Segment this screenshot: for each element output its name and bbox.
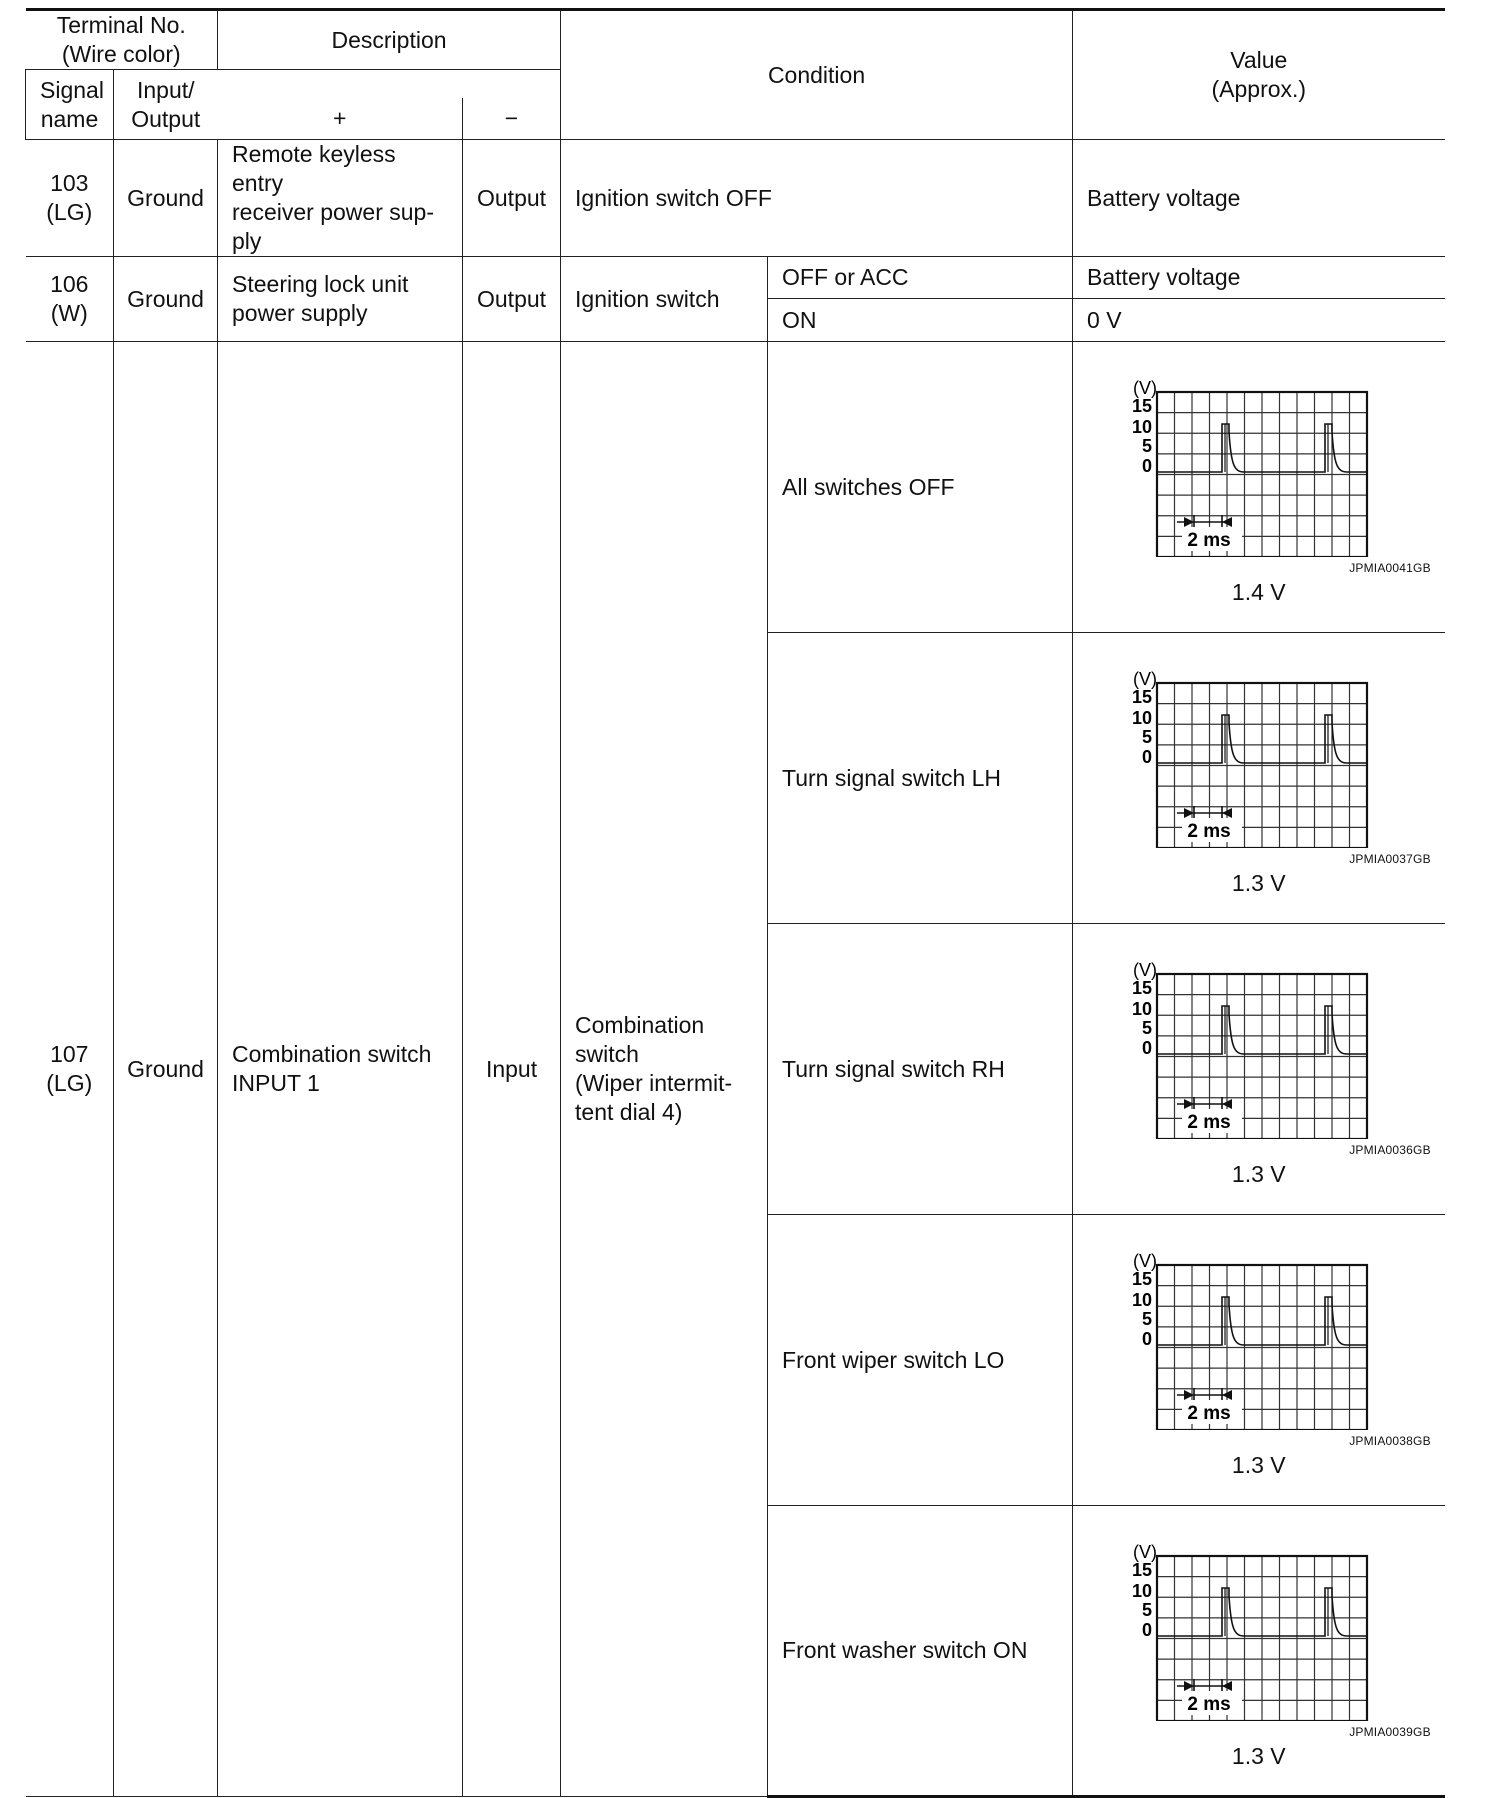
y-unit-label: (V) [1132,1251,1157,1271]
condition-state-cell: OFF or ACC [768,257,1073,299]
figure-code: JPMIA0038GB [1349,1434,1431,1448]
y-tick-label: 5 [1141,1599,1152,1620]
waveform-cell [1073,924,1445,1215]
header-value: Value (Approx.) [1073,10,1445,140]
y-unit-label: (V) [1132,378,1157,398]
y-tick-label: 15 [1131,978,1152,998]
value-text: 1.3 V [1231,1161,1286,1187]
time-scale-label: 2 ms [1187,1112,1231,1133]
figure-code: JPMIA0037GB [1349,852,1431,866]
terminal-cell: 106 (W) [26,257,114,342]
header-signal-name: Signal name [26,70,114,140]
io-cell: Input [463,342,561,1797]
waveform-figure [1079,944,1439,1194]
value-cell: Battery voltage [1073,140,1445,257]
signal-name-cell: Remote keyless entry receiver power sup- ply [218,140,463,257]
waveform-plot [1079,944,1439,1139]
figure-code: JPMIA0036GB [1349,1143,1431,1157]
waveform-cell [1073,633,1445,924]
y-tick-label: 0 [1141,1329,1152,1349]
condition-state-cell: All switches OFF [768,342,1073,633]
y-tick-label: 0 [1141,1038,1152,1058]
table-row [26,342,1445,633]
header-input-output: Input/ Output [114,70,218,140]
header-terminal-no: Terminal No. (Wire color) [26,10,218,70]
header-plus: + [218,98,463,140]
value-text: 1.4 V [1231,579,1286,605]
y-tick-label: 0 [1141,456,1152,476]
y-unit-label: (V) [1132,1541,1157,1562]
y-tick-label: 10 [1131,708,1152,728]
value-text: 1.3 V [1231,1452,1286,1478]
condition-state-cell: Turn signal switch RH [768,924,1073,1215]
value-cell: Battery voltage [1073,257,1445,299]
time-scale-label: 2 ms [1187,1403,1231,1424]
time-scale-label: 2 ms [1187,821,1231,842]
y-tick-label: 10 [1131,417,1152,437]
time-scale-label: 2 ms [1187,1693,1231,1715]
ground-cell: Ground [114,342,218,1797]
y-tick-label: 15 [1131,687,1152,707]
y-tick-label: 10 [1131,1290,1152,1310]
y-tick-label: 15 [1131,1559,1152,1580]
header-description: Description [218,10,561,70]
condition-cell: Ignition switch [561,257,768,342]
waveform-cell [1073,342,1445,633]
waveform-plot [1079,1235,1439,1430]
y-tick-label: 15 [1131,1269,1152,1289]
waveform-cell [1073,1215,1445,1506]
value-cell: 0 V [1073,299,1445,342]
terminal-cell: 107 (LG) [26,342,114,1797]
y-unit-label: (V) [1132,669,1157,689]
y-tick-label: 0 [1141,1619,1152,1640]
terminal-table [25,8,1445,1798]
waveform-plot [1079,1526,1439,1721]
io-cell: Output [463,140,561,257]
signal-name-cell: Combination switch INPUT 1 [218,342,463,1797]
waveform-plot [1079,362,1439,557]
waveform-figure [1079,1235,1439,1485]
signal-name-cell: Steering lock unit power supply [218,257,463,342]
y-tick-label: 0 [1141,747,1152,767]
table-row [26,257,1445,299]
y-tick-label: 5 [1141,727,1152,747]
waveform-cell [1073,1506,1445,1797]
condition-state-cell: ON [768,299,1073,342]
figure-code: JPMIA0041GB [1349,561,1431,575]
waveform-figure [1079,653,1439,903]
y-tick-label: 5 [1141,436,1152,456]
value-text: 1.3 V [1231,870,1286,896]
io-cell: Output [463,257,561,342]
waveform-figure [1079,362,1439,612]
terminal-cell: 103 (LG) [26,140,114,257]
time-scale-label: 2 ms [1187,530,1231,551]
condition-cell: Combination switch (Wiper intermit- tent dial 4) [561,342,768,1797]
waveform-plot [1079,653,1439,848]
figure-code: JPMIA0039GB [1349,1724,1431,1739]
condition-state-cell: Turn signal switch LH [768,633,1073,924]
y-tick-label: 5 [1141,1309,1152,1329]
condition-state-cell: Front washer switch ON [768,1506,1073,1797]
condition-state-cell: Front wiper switch LO [768,1215,1073,1506]
condition-cell: Ignition switch OFF [561,140,1073,257]
y-tick-label: 10 [1131,999,1152,1019]
y-tick-label: 15 [1131,396,1152,416]
ground-cell: Ground [114,257,218,342]
header-minus: − [463,98,561,140]
ground-cell: Ground [114,140,218,257]
y-tick-label: 5 [1141,1018,1152,1038]
y-tick-label: 10 [1131,1580,1152,1601]
waveform-figure [1079,1526,1439,1776]
header-condition: Condition [561,10,1073,140]
table-row [26,140,1445,257]
value-text: 1.3 V [1231,1742,1286,1769]
y-unit-label: (V) [1132,960,1157,980]
